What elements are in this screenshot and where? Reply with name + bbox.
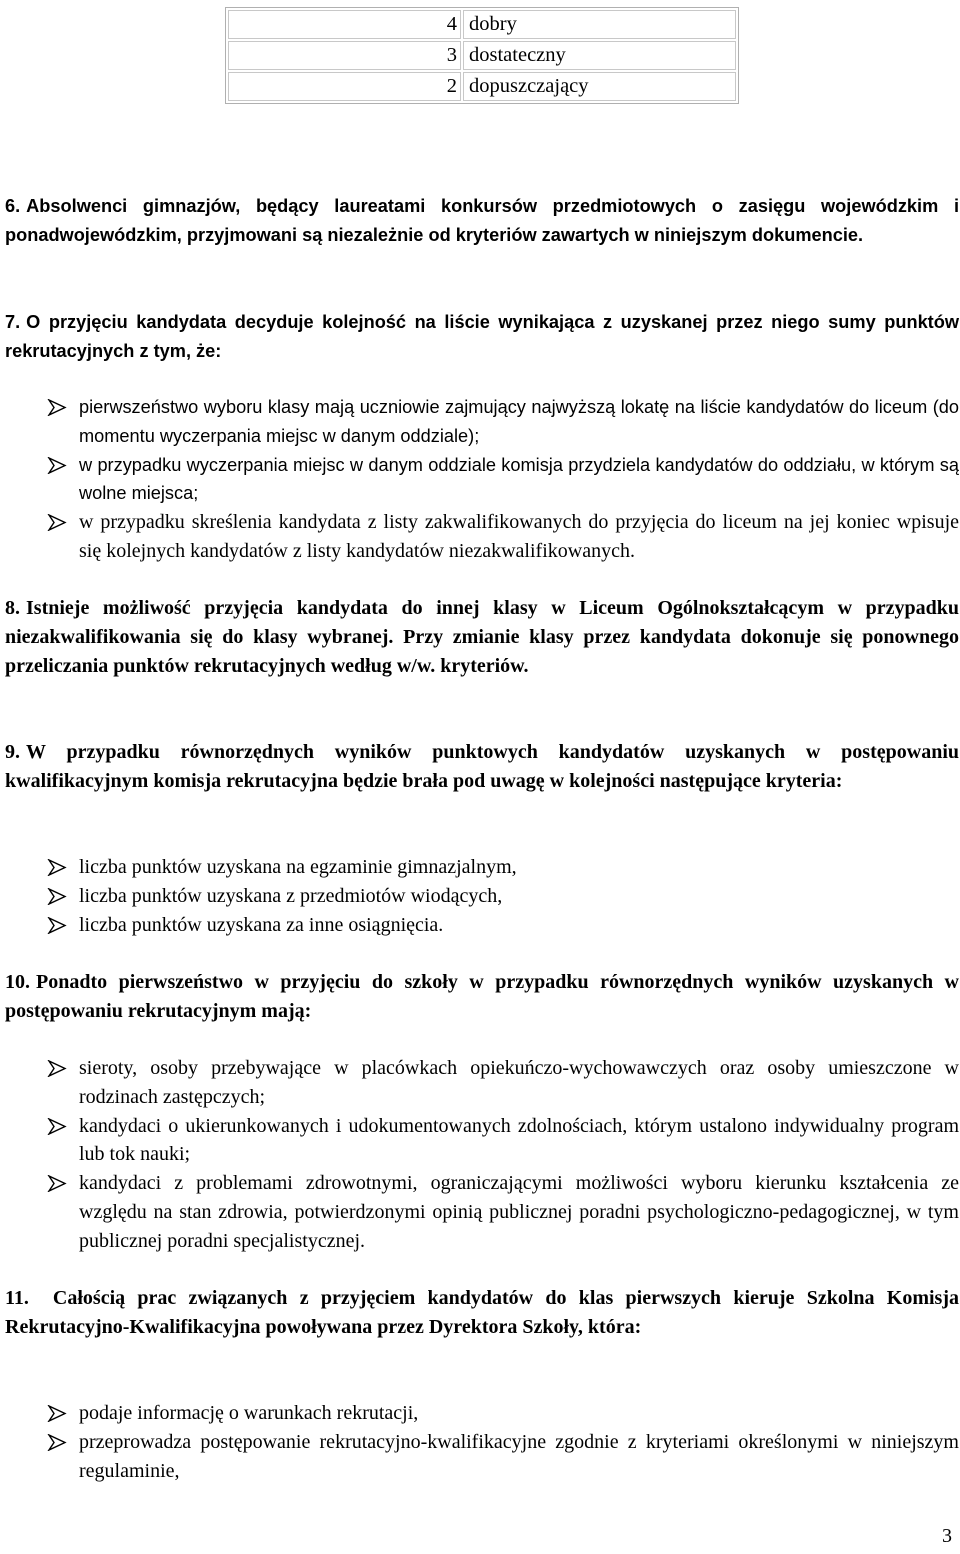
grade-label: dobry	[463, 10, 736, 39]
section-9-list	[5, 853, 959, 939]
section-6-paragraph	[5, 192, 959, 250]
section-8	[5, 594, 959, 680]
list-item	[5, 1428, 959, 1486]
list-item	[5, 508, 959, 566]
section-number: 9.	[5, 741, 20, 763]
table-row	[228, 41, 736, 70]
list-item-text: w przypadku skreślenia kandydata z listy zakwalifikowanych do przyjęcia do liceum na jej koniec wpisuje się kolejnych kandydatów z listy kandydatów niezakwalifikowanych.	[79, 511, 959, 562]
section-9	[5, 738, 959, 796]
section-number: 8.	[5, 597, 20, 619]
section-text: Ponadto pierwszeństwo w przyjęciu do szkoły w przypadku równorzędnych wyników uzyskanych w postępowaniu rekrutacyjnym mają:	[5, 971, 959, 1022]
grade-value: 2	[228, 72, 461, 101]
list-item	[5, 853, 959, 882]
list-item	[5, 1399, 959, 1428]
table-row	[228, 10, 736, 39]
arrowhead-bullet-icon	[47, 1405, 67, 1422]
list-item-text: liczba punktów uzyskana z przedmiotów wiodących,	[79, 884, 503, 907]
section-number: 11.	[5, 1287, 29, 1309]
arrowhead-bullet-icon	[47, 859, 67, 876]
section-text: W przypadku równorzędnych wyników punktowych kandydatów uzyskanych w postępowaniu kwalifikacyjnym komisja rekrutacyjna będzie brała pod uwagę w kolejności następujące kryteria:	[5, 741, 959, 792]
section-7	[5, 308, 959, 366]
list-item-text: w przypadku wyczerpania miejsc w danym oddziale komisja przydziela kandydatów do oddziału, w którym są wolne miejsca;	[79, 454, 959, 504]
arrowhead-bullet-icon	[47, 1118, 67, 1135]
section-text: Istnieje możliwość przyjęcia kandydata do innej klasy w Liceum Ogólnokształcącym w przypadku niezakwalifikowania się do klasy wybranej. Przy zmianie klasy przez kandydata dokonuje się ponownego przeliczania punktów rekrutacyjnych według w/w. kryteriów.	[5, 597, 959, 677]
arrowhead-bullet-icon	[47, 1175, 67, 1192]
table-row	[228, 72, 736, 101]
section-text: O przyjęciu kandydata decyduje kolejność na liście wynikająca z uzyskanej przez niego sumy punktów rekrutacyjnych z tym, że:	[5, 312, 959, 361]
arrowhead-bullet-icon	[47, 399, 67, 416]
list-item-text: podaje informację o warunkach rekrutacji,	[79, 1402, 419, 1424]
arrowhead-bullet-icon	[47, 888, 67, 905]
section-7-paragraph	[5, 308, 959, 366]
section-number: 7.	[5, 312, 21, 332]
list-item	[5, 1054, 959, 1112]
list-item-text: sieroty, osoby przebywające w placówkach opiekuńczo-wychowawczych oraz osoby umieszczone w rodzinach zastępczych;	[79, 1057, 959, 1108]
grade-table	[225, 7, 739, 104]
list-item	[5, 911, 959, 940]
list-item	[5, 393, 959, 451]
section-10-list	[5, 1054, 959, 1256]
section-11-paragraph	[5, 1284, 959, 1342]
arrowhead-bullet-icon	[47, 1434, 67, 1451]
section-text: Całością prac związanych z przyjęciem kandydatów do klas pierwszych kieruje Szkolna Komisja Rekrutacyjno-Kwalifikacyjna powoływana przez Dyrektora Szkoły, która:	[5, 1287, 959, 1338]
list-item-text: kandydaci z problemami zdrowotnymi, ograniczającymi możliwości wyboru kierunku kształcenia ze względu na stan zdrowia, potwierdzonymi opinią publicznej poradni psychologiczno-pedagogicznej, w tym publicznej poradni specjalistycznej.	[79, 1172, 959, 1252]
list-item	[5, 451, 959, 509]
section-9-paragraph	[5, 738, 959, 796]
arrowhead-bullet-icon	[47, 917, 67, 934]
section-7-list	[5, 393, 959, 566]
list-item	[5, 1112, 959, 1170]
section-10-paragraph	[5, 968, 959, 1026]
grade-value: 3	[228, 41, 461, 70]
list-item-text: kandydaci o ukierunkowanych i udokumentowanych zdolnościach, którym ustalono indywidualny program lub tok nauki;	[79, 1114, 959, 1166]
section-11	[5, 1284, 959, 1342]
list-item	[5, 1169, 959, 1255]
list-item-text: pierwszeństwo wyboru klasy mają uczniowie zajmujący najwyższą lokatę na liście kandydatów do liceum (do momentu wyczerpania miejsc w danym oddziale);	[79, 397, 959, 446]
page-number: 3	[942, 1525, 952, 1547]
list-item-text: liczba punktów uzyskana za inne osiągnięcia.	[79, 913, 444, 936]
list-item-text: liczba punktów uzyskana na egzaminie gimnazjalnym,	[79, 856, 517, 878]
grade-label: dostateczny	[463, 41, 736, 70]
section-text: Absolwenci gimnazjów, będący laureatami konkursów przedmiotowych o zasięgu wojewódzkim i ponadwojewódzkim, przyjmowani są niezależnie od kryteriów zawartych w niniejszym dokumencie.	[5, 196, 959, 245]
section-6	[5, 192, 959, 250]
arrowhead-bullet-icon	[47, 457, 67, 474]
section-10	[5, 968, 959, 1026]
section-number: 6.	[5, 196, 21, 216]
list-item-text: przeprowadza postępowanie rekrutacyjno-kwalifikacyjne zgodnie z kryteriami określonymi w niniejszym regulaminie,	[79, 1430, 959, 1482]
grade-label: dopuszczający	[463, 72, 736, 101]
arrowhead-bullet-icon	[47, 514, 67, 531]
arrowhead-bullet-icon	[47, 1060, 67, 1077]
grade-value: 4	[228, 10, 461, 39]
section-8-paragraph	[5, 594, 959, 680]
section-number: 10.	[5, 971, 30, 993]
list-item	[5, 882, 959, 911]
section-11-list	[5, 1399, 959, 1485]
